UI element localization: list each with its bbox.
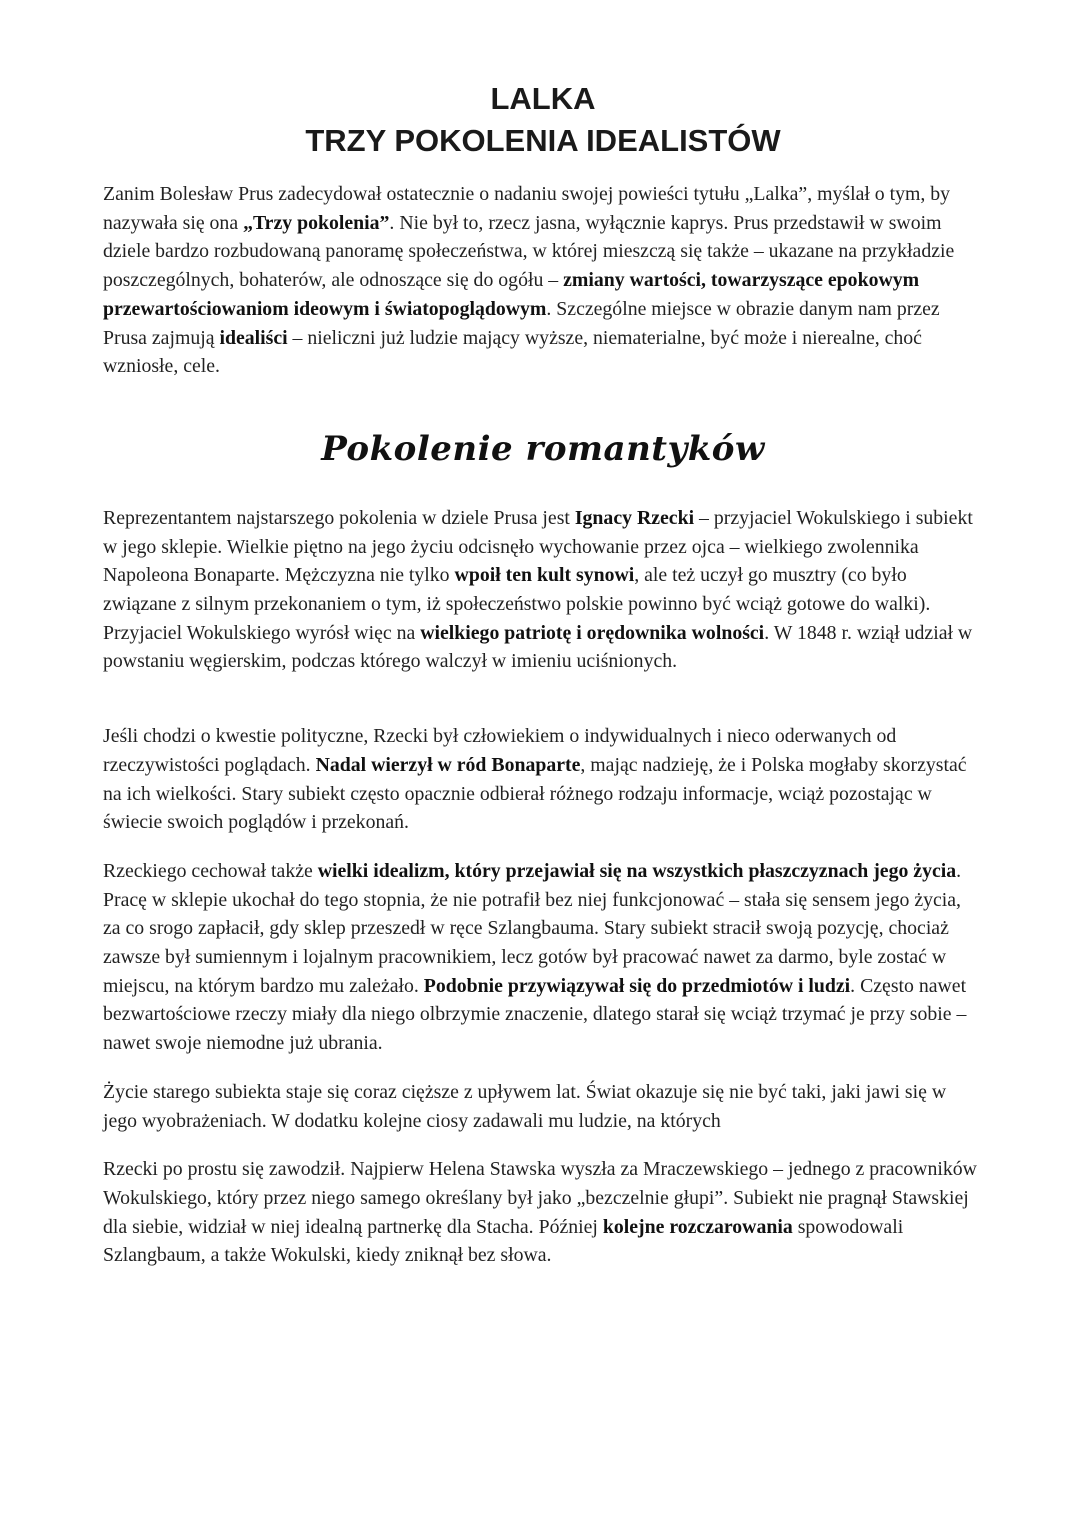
text-run: – przyjaciel Wokulskiego i subiekt w jego sklepie. Wielkie piętno na jego życiu odcisnęło wychowanie przez ojca – wielkiego zwolennika Napoleona Bonaparte. Mężczyzna nie tylko — [103, 506, 973, 587]
text-run: Życie starego subiekta staje się coraz cięższe z upływem lat. Świat okazuje się nie być taki, jaki jawi się w jego wyobrażeniach. W dodatku kolejne ciosy zadawali mu ludzie, na których — [103, 1080, 947, 1132]
bold-run: Ignacy Rzecki — [574, 506, 695, 529]
bold-run: wielkiego patriotę i orędownika wolności — [420, 621, 765, 644]
text-run: . W 1848 r. wziął udział w powstaniu węgierskim, podczas którego walczył w imieniu uciśnionych. — [103, 621, 973, 673]
text-run: Zanim Bolesław Prus zadecydował ostatecznie o nadaniu swojej powieści tytułu „Lalka”, myślał o tym, by nazywała się ona — [103, 183, 951, 234]
text-run: – nieliczni już ludzie mający wyższe, niematerialne, być może i nierealne, choć wzniosłe, cele. — [103, 326, 922, 378]
text-run: . Nie był to, rzecz jasna, wyłącznie kaprys. Prus przedstawił w swoim dziele bardzo rozbudowaną panoramę społeczeństwa, w której mieszczą się także – ukazane na przykładzie poszczególnych, bohaterów, ale odnoszące się do ogółu – — [103, 211, 955, 292]
text-run: Reprezentantem najstarszego pokolenia w dziele Prusa jest — [103, 506, 575, 529]
text-run: spowodowali Szlangbaum, a także Wokulski, kiedy zniknął bez słowa. — [103, 1215, 904, 1267]
title-line-1: LALKA — [490, 81, 596, 116]
bold-run: Nadal wierzył w ród Bonaparte — [315, 753, 581, 776]
paragraph-politics — [103, 722, 983, 837]
bold-run: wpoił ten kult synowi — [454, 564, 635, 587]
text-run: Rzecki po prostu się zawodził. Najpierw Helena Stawska wyszła za Mraczewskiego – jednego z pracowników Wokulskiego, który przez niego samego określany był jako „bezczelnie głupi”. Subiekt nie pragnął Stawskiej dla siebie, widział w niej idealną partnerkę dla Stacha. Później — [103, 1158, 977, 1238]
bold-run: idealiści — [219, 326, 288, 349]
document-page — [103, 78, 983, 1270]
text-run: , mając nadzieję, że i Polska mogłaby skorzystać na ich wielkości. Stary subiekt często opacznie odbierał różnego rodzaju informacje, wciąż pozostając w świecie swoich poglądów i przekonań. — [103, 753, 967, 834]
bold-run: zmiany wartości, towarzyszące epokowym przewartościowaniom ideowym i światopoglądowym — [103, 269, 920, 320]
title-line-2: TRZY POKOLENIA IDEALISTÓW — [305, 123, 781, 158]
text-run: . Często nawet bezwartościowe rzeczy miały dla niego olbrzymie znaczenie, dlatego starał się wciąż trzymać je przy sobie – nawet swoje niemodne już ubrania. — [103, 974, 967, 1055]
text-run: . Pracę w sklepie ukochał do tego stopnia, że nie potrafił bez niej funkcjonować – stała się sensem jego życia, za co srogo zapłacił, gdy sklep przeszedł w ręce Szlangbauma. Stary subiekt stracił swoją pozycję, chociaż zawsze był sumiennym i lojalnym pracownikiem, lecz gotów był pracować nawet za darmo, byle zostać w miejscu, na którym bardzo mu zależało. — [103, 859, 962, 997]
document-title — [103, 78, 983, 162]
section-heading: Pokolenie romantyków — [321, 428, 765, 469]
bold-run: Podobnie przywiązywał się do przedmiotów i ludzi — [423, 974, 851, 997]
intro-paragraph — [103, 180, 983, 381]
text-run: Rzeckiego cechował także — [103, 859, 318, 882]
text-run: , ale też uczył go musztry (co było związane z silnym przekonaniem o tym, iż społeczeństwo polskie powinno być wciąż gotowe do walki). Przyjaciel Wokulskiego wyrósł więc na — [103, 564, 931, 644]
paragraph-life — [103, 1078, 983, 1135]
paragraph-disappointments — [103, 1155, 983, 1270]
paragraph-rzecki-intro — [103, 504, 983, 676]
text-run: . Szczególne miejsce w obrazie danym nam przez Prusa zajmują — [103, 297, 940, 349]
text-run: Jeśli chodzi o kwestie polityczne, Rzecki był człowiekiem o indywidualnych i nieco oderwanych od rzeczywistości poglądach. — [103, 725, 897, 776]
bold-run: „Trzy pokolenia” — [243, 211, 390, 234]
bold-run: kolejne rozczarowania — [602, 1215, 793, 1238]
paragraph-idealism — [103, 857, 983, 1058]
bold-run: wielki idealizm, który przejawiał się na wszystkich płaszczyznach jego życia — [317, 859, 957, 882]
